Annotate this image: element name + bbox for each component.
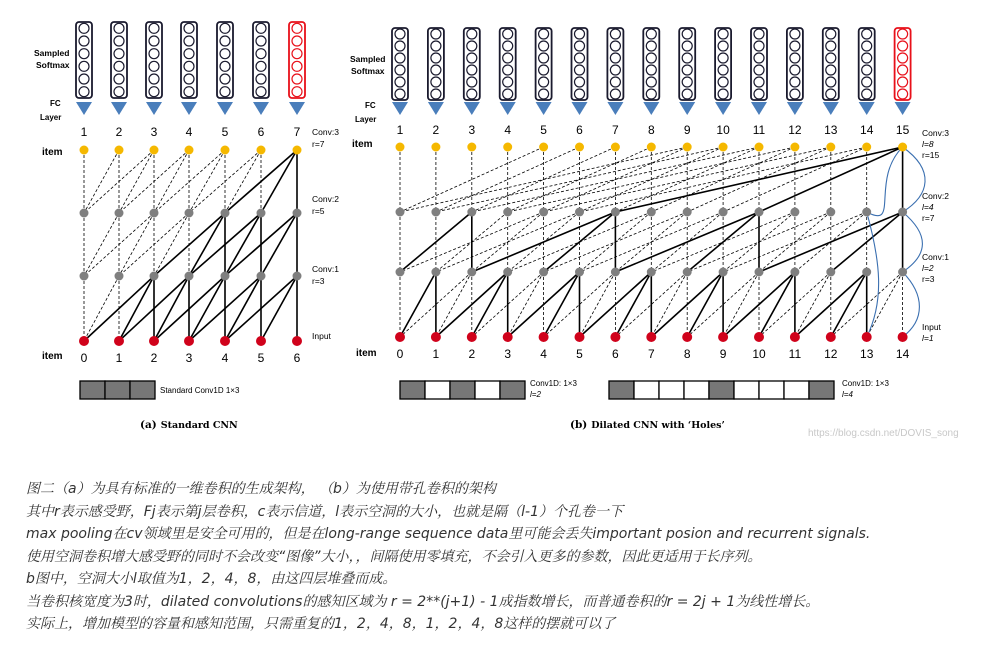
b-edge-16 <box>580 272 616 337</box>
a-kernel-cell-0 <box>80 381 105 399</box>
a-kernel-diagram <box>80 381 155 399</box>
b-loop-arc-2 <box>903 212 923 272</box>
b-kernel2-cell-1 <box>634 381 659 399</box>
b-top-number-13: 13 <box>824 123 838 137</box>
b-top-number-12: 12 <box>788 123 802 137</box>
b-kernel1-cell-1 <box>425 381 450 399</box>
b-input-node-6 <box>610 332 620 342</box>
a-conv2-node-0 <box>80 209 89 218</box>
caption-line-3: max pooling在cv领域里是安全可用的，但是在long-range sequence data里可能会丢失important posion and recurrent signals. <box>26 526 871 542</box>
b-conv2-node-7 <box>647 208 656 217</box>
b-item-node-9 <box>683 143 692 152</box>
a-conv2-node-5 <box>257 209 266 218</box>
b-softmax-stack-11 <box>751 28 767 100</box>
b-conv2-node-8 <box>683 208 692 217</box>
b-conv2-label: Conv:2 l=4 r=7 <box>922 191 949 223</box>
a-edge-43 <box>225 150 261 213</box>
a-edge-6 <box>84 213 119 276</box>
b-conv2-node-10 <box>755 208 764 217</box>
b-conv1-label: Conv:1 l=2 r=3 <box>922 252 949 284</box>
a-fc-triangle-5 <box>217 102 233 115</box>
b-input-node-4 <box>539 332 549 342</box>
a-bottom-number-6: 6 <box>293 351 301 365</box>
b-kernel2-cell-5 <box>734 381 759 399</box>
b-fc-triangle-6 <box>572 102 588 115</box>
b-conv1-node-14 <box>898 268 907 277</box>
a-conv1-label: Conv:1 r=3 <box>312 264 339 286</box>
b-edge-22 <box>651 272 687 337</box>
b-conv2-node-9 <box>719 208 728 217</box>
a-conv1-node-2 <box>150 272 159 281</box>
b-input-node-5 <box>575 332 585 342</box>
b-fc-label-2: Layer <box>355 115 377 124</box>
a-input-node-4 <box>220 336 230 346</box>
a-fc-label-2: Layer <box>40 113 62 122</box>
a-top-number-6: 6 <box>257 125 265 139</box>
a-bottom-number-2: 2 <box>150 351 158 365</box>
b-bottom-number-2: 2 <box>468 347 476 361</box>
b-top-number-14: 14 <box>860 123 874 137</box>
a-conv1-node-1 <box>115 272 124 281</box>
b-input-node-3 <box>503 332 513 342</box>
b-bottom-number-1: 1 <box>432 347 440 361</box>
b-kernel1-cell-0 <box>400 381 425 399</box>
b-bottom-number-9: 9 <box>719 347 727 361</box>
a-edge-13 <box>119 213 154 276</box>
b-conv2-node-6 <box>611 208 620 217</box>
a-edge-26 <box>119 150 189 213</box>
b-item-node-8 <box>647 143 656 152</box>
a-bottom-number-4: 4 <box>221 351 229 365</box>
a-input-node-6 <box>292 336 302 346</box>
b-conv2-node-1 <box>431 208 440 217</box>
b-bottom-number-14: 14 <box>895 347 910 361</box>
b-input-node-10 <box>754 332 764 342</box>
a-edge-10 <box>119 276 154 341</box>
watermark: https://blog.csdn.net/DOVIS_song <box>808 428 959 439</box>
a-item-node-1 <box>80 146 89 155</box>
b-bottom-number-8: 8 <box>683 347 691 361</box>
b-softmax-stack-10 <box>715 28 731 100</box>
b-item-node-3 <box>467 143 476 152</box>
b-bottom-number-0: 0 <box>396 347 404 361</box>
b-bottom-number-12: 12 <box>824 347 838 361</box>
a-softmax-stack-3 <box>146 22 162 98</box>
b-conv1-node-8 <box>683 268 692 277</box>
b-fc-triangle-4 <box>500 102 516 115</box>
b-top-number-9: 9 <box>683 123 691 137</box>
b-top-number-10: 10 <box>716 123 730 137</box>
b-item-node-2 <box>431 143 440 152</box>
b-conv2-node-14 <box>898 208 907 217</box>
a-bottom-number-5: 5 <box>257 351 265 365</box>
a-conv2-node-2 <box>150 209 159 218</box>
b-conv1-node-7 <box>647 268 656 277</box>
b-conv1-node-13 <box>862 268 871 277</box>
b-fc-triangle-12 <box>787 102 803 115</box>
a-edge-44 <box>189 150 261 213</box>
a-kernel-cell-2 <box>130 381 155 399</box>
a-conv1-node-0 <box>80 272 89 281</box>
b-fc-triangle-13 <box>823 102 839 115</box>
caption-line-6: 当卷积核宽度为3时，dilated convolutions的感知区域为 r = 2**(j+1) - 1成指数增长，而普通卷积的r = 2j + 1为线性增长。 <box>26 593 820 610</box>
b-loop-arc-3 <box>903 272 920 337</box>
a-fc-triangle-3 <box>146 102 162 115</box>
caption-line-4: 使用空洞卷积增大感受野的同时不会改变“图像”大小，，间隔使用零填充，不会引入更多的参数，因此更适用于长序列。 <box>26 548 762 565</box>
b-conv1-node-9 <box>719 268 728 277</box>
b-fc-triangle-1 <box>392 102 408 115</box>
b-edge-4 <box>436 272 472 337</box>
a-conv1-node-4 <box>221 272 230 281</box>
b-bottom-number-13: 13 <box>860 347 874 361</box>
b-softmax-label-1: Sampled <box>350 54 386 64</box>
b-softmax-stack-15 <box>895 28 911 100</box>
b-conv1-node-3 <box>503 268 512 277</box>
b-edge-34 <box>795 272 831 337</box>
b-item-node-6 <box>575 143 584 152</box>
b-fc-triangle-14 <box>859 102 875 115</box>
b-conv1-node-10 <box>755 268 764 277</box>
b-softmax-stack-9 <box>679 28 695 100</box>
b-item-bottom-label: item <box>356 348 377 359</box>
b-edge-13 <box>544 272 580 337</box>
b-top-number-8: 8 <box>647 123 655 137</box>
b-conv2-node-5 <box>575 208 584 217</box>
b-conv1-node-4 <box>539 268 548 277</box>
b-bottom-number-3: 3 <box>504 347 512 361</box>
b-conv1-node-11 <box>790 268 799 277</box>
a-top-number-3: 3 <box>150 125 158 139</box>
b-bottom-number-6: 6 <box>612 347 619 361</box>
b-edge-28 <box>723 272 759 337</box>
b-edge-37 <box>831 272 867 337</box>
b-fc-triangle-10 <box>715 102 731 115</box>
a-top-number-4: 4 <box>185 125 193 139</box>
b-top-number-15: 15 <box>895 123 910 137</box>
a-input-node-2 <box>149 336 159 346</box>
b-fc-triangle-9 <box>679 102 695 115</box>
b-kernel2-cell-0 <box>609 381 634 399</box>
b-bottom-number-5: 5 <box>576 347 583 361</box>
a-top-number-1: 1 <box>80 125 88 139</box>
caption-line-5: b图中，空洞大小l取值为1，2，4，8，由这四层堆叠而成。 <box>26 571 397 587</box>
b-item-node-1 <box>396 143 405 152</box>
caption-line-2: 其中r表示感受野，Fj表示第j层卷积，c表示信道，l表示空洞的大小，也就是隔（l-1）个孔卷一下 <box>26 503 624 520</box>
b-item-top-label: item <box>352 139 373 150</box>
b-softmax-stack-8 <box>643 28 659 100</box>
a-edge-4 <box>84 276 119 341</box>
b-item-node-4 <box>503 143 512 152</box>
b-loop-arc-4 <box>867 147 903 216</box>
b-edge-19 <box>615 272 651 337</box>
a-input-node-1 <box>114 336 124 346</box>
b-input-node-2 <box>467 332 477 342</box>
b-conv1-node-0 <box>396 268 405 277</box>
b-fc-triangle-15 <box>895 102 911 115</box>
a-edge-49 <box>261 213 297 276</box>
b-input-node-14 <box>898 332 908 342</box>
b-kernel2-cell-2 <box>659 381 684 399</box>
figure-caption <box>26 478 986 636</box>
b-kernel1-cell-4 <box>500 381 525 399</box>
a-softmax-stack-1 <box>76 22 92 98</box>
panel-a-standard-cnn <box>76 22 305 365</box>
a-conv2-node-1 <box>115 209 124 218</box>
a-input-label: Input <box>312 331 331 341</box>
a-fc-triangle-4 <box>181 102 197 115</box>
a-bottom-number-3: 3 <box>185 351 193 365</box>
b-top-number-2: 2 <box>432 123 440 137</box>
a-bottom-number-0: 0 <box>80 351 88 365</box>
b-kernel1-cell-2 <box>450 381 475 399</box>
b-edge-10 <box>508 272 544 337</box>
b-conv1-node-6 <box>611 268 620 277</box>
b-input-node-7 <box>646 332 656 342</box>
b-kernel2-cell-8 <box>809 381 834 399</box>
a-item-node-6 <box>257 146 266 155</box>
b-conv1-node-12 <box>826 268 835 277</box>
a-item-node-3 <box>150 146 159 155</box>
a-conv1-node-6 <box>293 272 302 281</box>
a-item-node-2 <box>115 146 124 155</box>
b-item-node-15 <box>898 143 907 152</box>
b-item-node-7 <box>611 143 620 152</box>
b-top-number-11: 11 <box>752 123 766 137</box>
a-conv1-node-3 <box>185 272 194 281</box>
b-conv2-node-12 <box>826 208 835 217</box>
a-edge-16 <box>119 150 154 213</box>
a-softmax-stack-5 <box>217 22 233 98</box>
a-conv1-node-5 <box>257 272 266 281</box>
a-edge-8 <box>84 150 119 213</box>
b-conv2-node-4 <box>539 208 548 217</box>
b-fc-triangle-5 <box>536 102 552 115</box>
a-softmax-stack-7 <box>289 22 305 98</box>
b-item-node-12 <box>790 143 799 152</box>
a-conv2-label: Conv:2 r=5 <box>312 194 339 216</box>
a-conv2-node-3 <box>185 209 194 218</box>
b-softmax-stack-12 <box>787 28 803 100</box>
b-softmax-stack-3 <box>464 28 480 100</box>
a-edge-35 <box>154 150 225 213</box>
b-edge-7 <box>472 272 508 337</box>
b-edge-25 <box>687 272 723 337</box>
b-conv1-node-1 <box>431 268 440 277</box>
a-input-node-0 <box>79 336 89 346</box>
a-edge-40 <box>225 213 261 276</box>
b-kernel2-label: Conv1D: 1×3 l=4 <box>842 379 889 399</box>
b-item-node-13 <box>826 143 835 152</box>
b-fc-triangle-8 <box>643 102 659 115</box>
b-input-node-1 <box>431 332 441 342</box>
b-item-node-5 <box>539 143 548 152</box>
b-conv1-node-5 <box>575 268 584 277</box>
b-softmax-stack-7 <box>607 28 623 100</box>
b-input-label: Input l=1 <box>922 322 941 343</box>
a-input-node-3 <box>184 336 194 346</box>
b-kernel2-cell-7 <box>784 381 809 399</box>
b-kernel1-label: Conv1D: 1×3 l=2 <box>530 379 577 399</box>
a-item-node-5 <box>221 146 230 155</box>
b-softmax-stack-6 <box>572 28 588 100</box>
b-bottom-number-10: 10 <box>752 347 766 361</box>
a-softmax-label-2: Softmax <box>36 60 70 70</box>
caption-line-1: 图二（a）为具有标准的一维卷积的生成架构， （b）为使用带孔卷积的架构 <box>26 481 496 497</box>
a-top-number-2: 2 <box>115 125 123 139</box>
b-conv2-node-0 <box>396 208 405 217</box>
a-caption: (a) Standard CNN <box>140 419 238 431</box>
b-input-node-12 <box>826 332 836 342</box>
caption-line-7: 实际上，增加模型的容量和感知范围，只需重复的1，2，4，8，1，2，4，8这样的摆就可以了 <box>26 616 616 632</box>
a-top-number-5: 5 <box>221 125 229 139</box>
b-bottom-number-4: 4 <box>540 347 547 361</box>
b-top-number-4: 4 <box>504 123 512 137</box>
b-fc-triangle-11 <box>751 102 767 115</box>
b-conv1-node-2 <box>467 268 476 277</box>
b-bottom-number-11: 11 <box>788 347 802 361</box>
b-fc-triangle-2 <box>428 102 444 115</box>
b-edge-40 <box>867 272 903 337</box>
a-edge-14 <box>84 213 154 276</box>
b-input-node-13 <box>862 332 872 342</box>
b-top-number-7: 7 <box>612 123 619 137</box>
a-fc-triangle-2 <box>111 102 127 115</box>
b-softmax-stack-1 <box>392 28 408 100</box>
a-top-number-7: 7 <box>293 125 301 139</box>
b-conv3-label: Conv:3 l=8 r=15 <box>922 128 949 160</box>
a-item-bottom-label: item <box>42 351 63 362</box>
a-edge-23 <box>119 213 189 276</box>
a-edge-19 <box>154 276 189 341</box>
b-item-node-10 <box>719 143 728 152</box>
b-fc-triangle-7 <box>607 102 623 115</box>
a-bottom-number-1: 1 <box>115 351 123 365</box>
a-edge-22 <box>154 213 189 276</box>
b-top-number-5: 5 <box>540 123 547 137</box>
a-edge-31 <box>189 213 225 276</box>
b-input-node-11 <box>790 332 800 342</box>
a-kernel-cell-1 <box>105 381 130 399</box>
b-top-number-3: 3 <box>468 123 476 137</box>
a-edge-28 <box>189 276 225 341</box>
a-fc-label-1: FC <box>50 99 61 108</box>
a-softmax-stack-4 <box>181 22 197 98</box>
b-input-node-0 <box>395 332 405 342</box>
b-softmax-stack-5 <box>536 28 552 100</box>
a-edge-37 <box>225 276 261 341</box>
b-top-number-6: 6 <box>576 123 583 137</box>
b-softmax-stack-14 <box>859 28 875 100</box>
a-edge-53 <box>225 150 297 213</box>
b-conv2-node-3 <box>503 208 512 217</box>
b-kernel1-cell-3 <box>475 381 500 399</box>
panel-b-dilated-cnn <box>392 28 925 361</box>
a-kernel-label: Standard Conv1D 1×3 <box>160 386 240 395</box>
a-conv2-node-6 <box>293 209 302 218</box>
b-fc-triangle-3 <box>464 102 480 115</box>
b-conv2-node-2 <box>467 208 476 217</box>
b-item-node-14 <box>862 143 871 152</box>
b-kernel2-cell-3 <box>684 381 709 399</box>
b-input-node-9 <box>718 332 728 342</box>
a-edge-52 <box>261 150 297 213</box>
a-fc-triangle-6 <box>253 102 269 115</box>
a-softmax-label-1: Sampled <box>34 48 70 58</box>
b-softmax-stack-4 <box>500 28 516 100</box>
b-kernel2-cell-6 <box>759 381 784 399</box>
b-softmax-label-2: Softmax <box>351 66 385 76</box>
b-conv2-node-13 <box>862 208 871 217</box>
a-edge-34 <box>189 150 225 213</box>
b-top-number-1: 1 <box>396 123 404 137</box>
a-softmax-stack-2 <box>111 22 127 98</box>
a-fc-triangle-7 <box>289 102 305 115</box>
b-bottom-number-7: 7 <box>647 347 655 361</box>
b-edge-2 <box>400 272 436 337</box>
a-edge-32 <box>154 213 225 276</box>
a-edge-17 <box>84 150 154 213</box>
b-input-node-8 <box>682 332 692 342</box>
b-softmax-stack-2 <box>428 28 444 100</box>
b-item-node-11 <box>755 143 764 152</box>
a-edge-25 <box>154 150 189 213</box>
a-input-node-5 <box>256 336 266 346</box>
a-fc-triangle-1 <box>76 102 92 115</box>
b-kernel2-cell-4 <box>709 381 734 399</box>
a-softmax-stack-6 <box>253 22 269 98</box>
b-kernel-diagrams <box>400 381 834 399</box>
b-fc-label-1: FC <box>365 101 376 110</box>
a-item-node-7 <box>293 146 302 155</box>
a-item-top-label: item <box>42 147 63 158</box>
b-conv2-node-11 <box>790 208 799 217</box>
b-caption: (b) Dilated CNN with ‘Holes’ <box>570 419 725 431</box>
b-edge-31 <box>759 272 795 337</box>
a-item-node-4 <box>185 146 194 155</box>
a-conv2-node-4 <box>221 209 230 218</box>
b-softmax-stack-13 <box>823 28 839 100</box>
a-edge-46 <box>261 276 297 341</box>
a-conv3-label: Conv:3 r=7 <box>312 127 339 149</box>
